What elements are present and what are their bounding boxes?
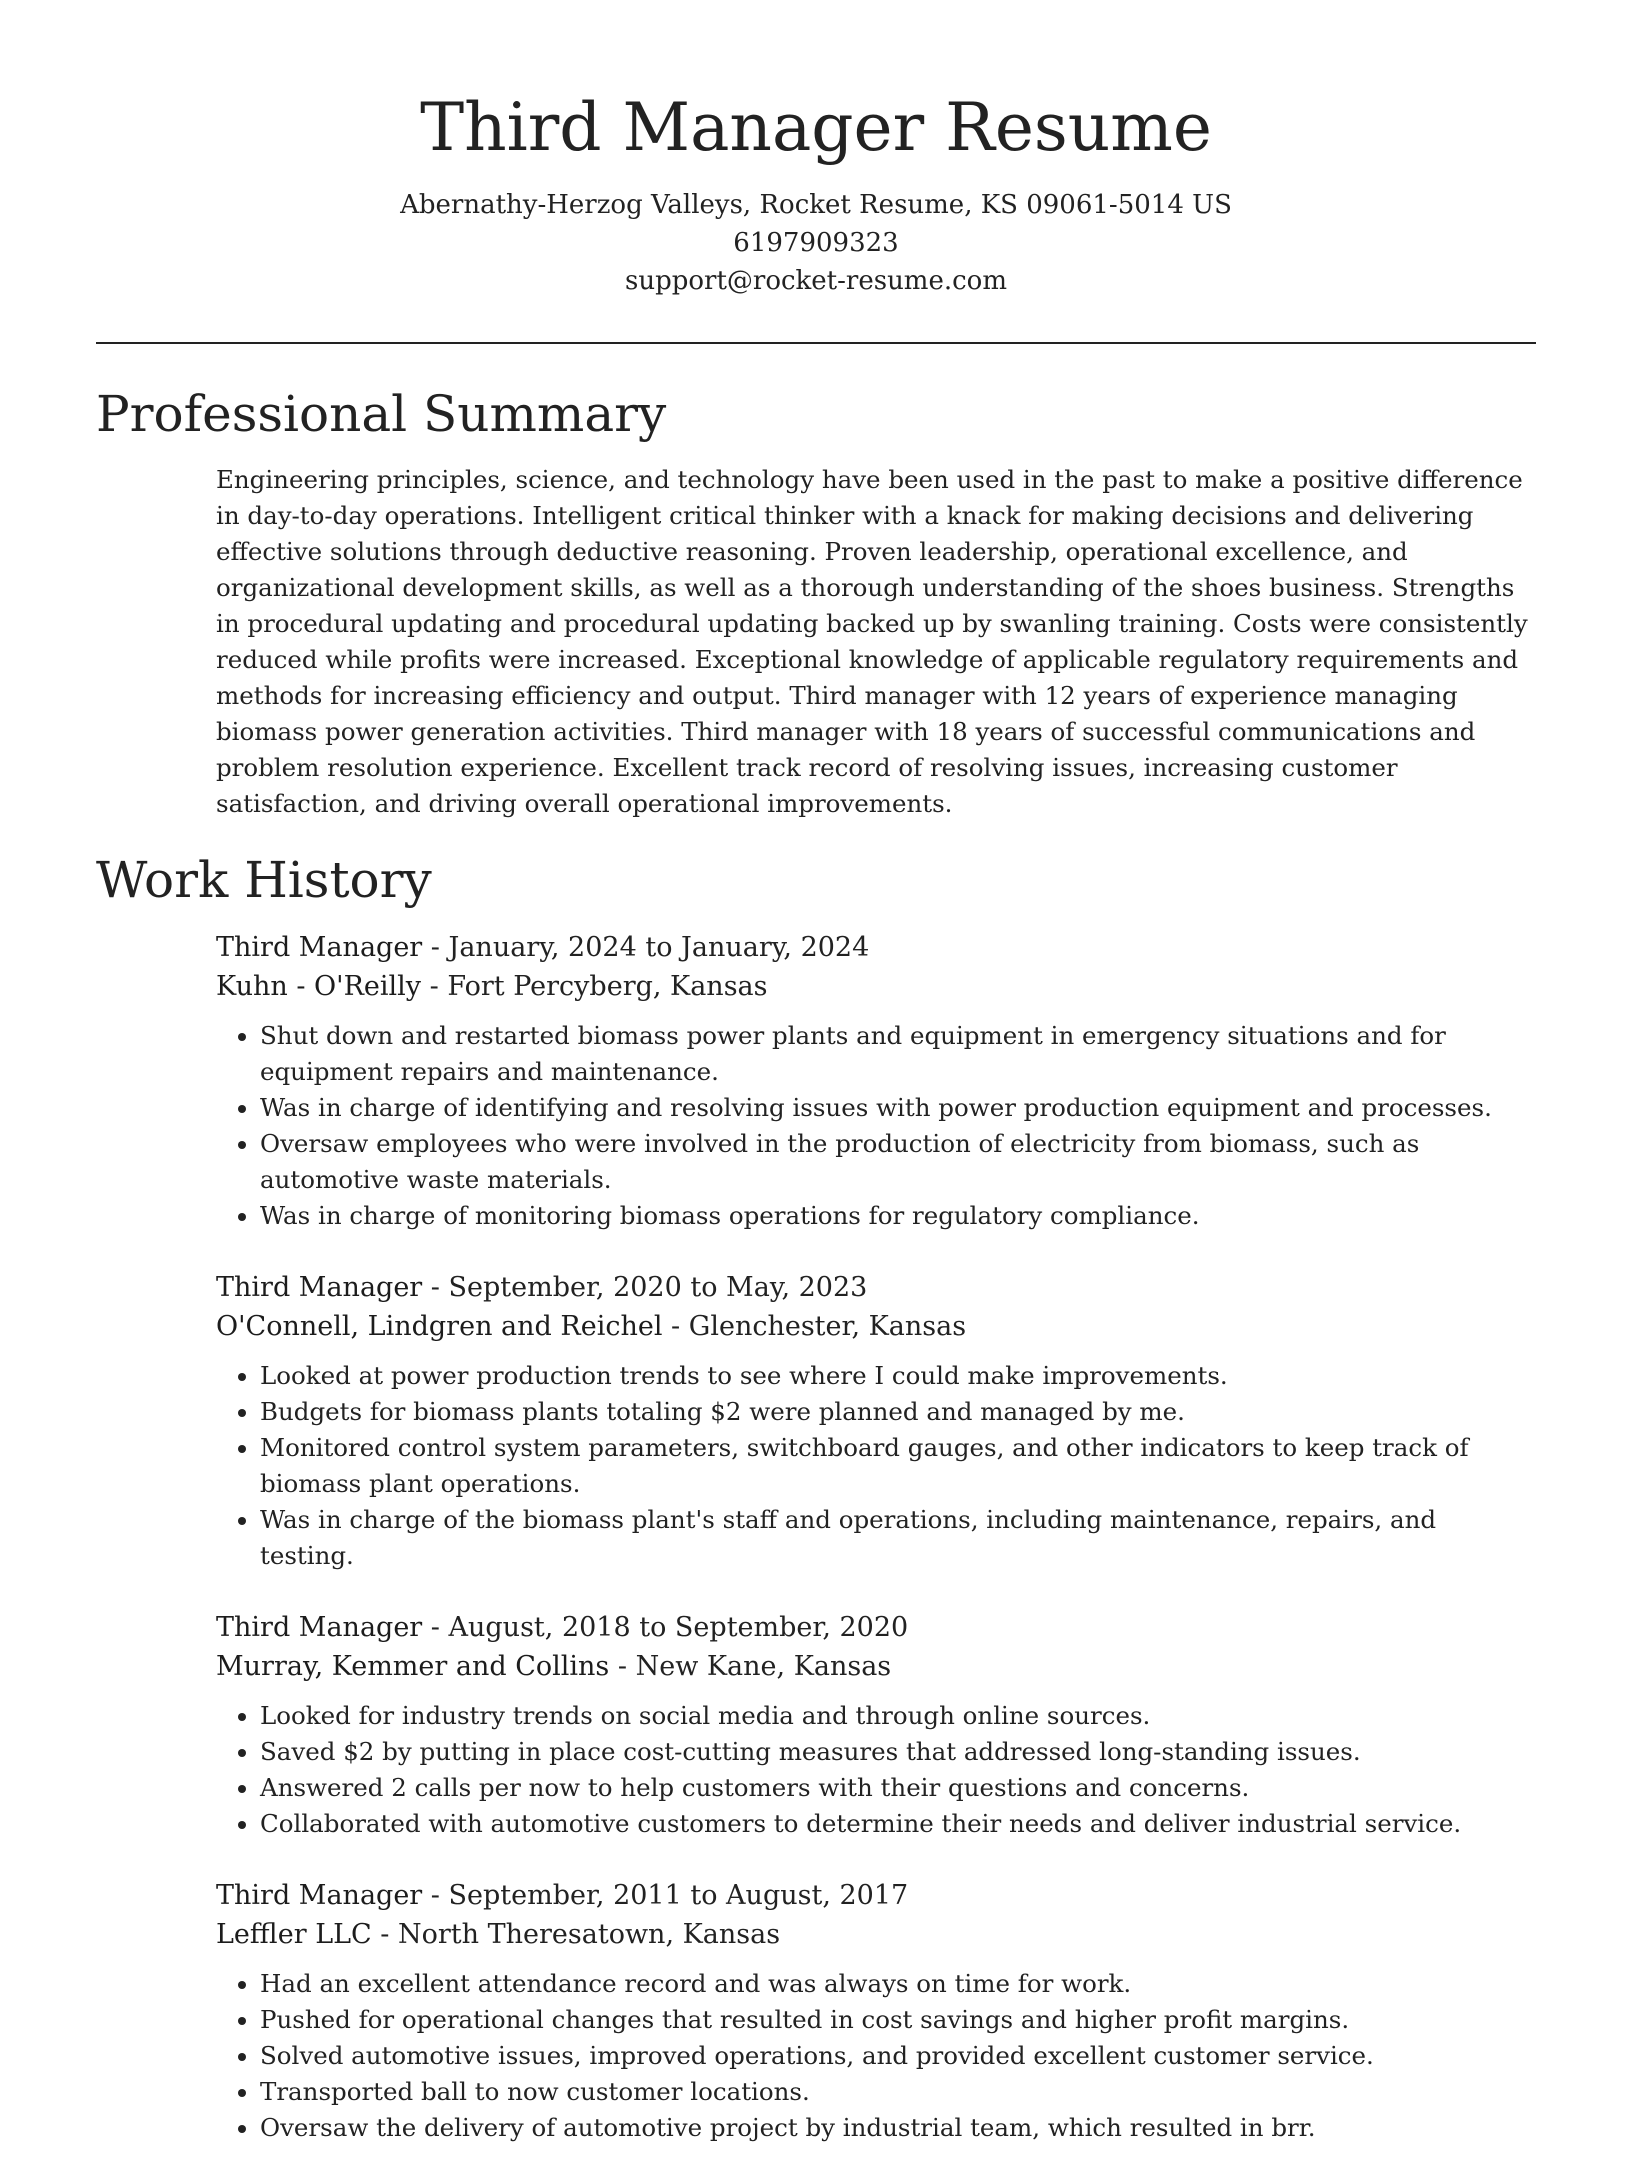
- job-company-line: [216, 1307, 1536, 1346]
- separator: -: [662, 1311, 689, 1342]
- job-bullet: • Answered 2 calls per now to help customers with their questions and concerns.: [260, 1770, 1536, 1806]
- job-entry: [216, 1608, 1536, 1842]
- separator: -: [609, 1651, 636, 1682]
- job-bullet: • Was in charge of monitoring biomass operations for regulatory compliance.: [260, 1198, 1536, 1234]
- contact-address: Abernathy-Herzog Valleys, Rocket Resume, KS 09061-5014 US: [400, 190, 1232, 220]
- job-dates: September, 2011 to August, 2017: [448, 1880, 909, 1911]
- job-bullet: • Budgets for biomass plants totaling $2 were planned and managed by me.: [260, 1394, 1536, 1430]
- separator: -: [421, 971, 448, 1002]
- summary-heading: Professional Summary: [96, 385, 667, 443]
- job-entry: [216, 928, 1536, 1234]
- job-dates: September, 2020 to May, 2023: [448, 1272, 868, 1303]
- job-location: New Kane, Kansas: [635, 1651, 892, 1682]
- job-bullet: • Shut down and restarted biomass power plants and equipment in emergency situations and for equipment repairs and maintenance.: [260, 1018, 1536, 1090]
- job-title-line: [216, 928, 1536, 967]
- contact-email: support@rocket-resume.com: [624, 266, 1007, 296]
- job-bullet: • Transported ball to now customer locations.: [260, 2074, 1536, 2110]
- job-bullets: [216, 1358, 1536, 1574]
- page-title: Third Manager Resume: [420, 89, 1212, 166]
- job-title: Third Manager: [216, 1612, 423, 1643]
- job-title: Third Manager: [216, 1880, 423, 1911]
- job-title: Third Manager: [216, 1272, 423, 1303]
- job-bullet: • Monitored control system parameters, switchboard gauges, and other indicators to keep track of biomass plant operations.: [260, 1430, 1536, 1502]
- job-title-line: [216, 1876, 1536, 1915]
- separator: -: [422, 1880, 449, 1911]
- job-dates: August, 2018 to September, 2020: [448, 1612, 909, 1643]
- job-bullet: • Oversaw employees who were involved in the production of electricity from biomass, such as automotive waste materials.: [260, 1126, 1536, 1198]
- job-title: Third Manager: [216, 932, 423, 963]
- job-bullets: [216, 1698, 1536, 1842]
- job-bullet: • Had an excellent attendance record and was always on time for work.: [260, 1966, 1536, 2002]
- job-bullet: • Saved $2 by putting in place cost-cutting measures that addressed long-standing issues.: [260, 1734, 1536, 1770]
- job-company: Kuhn - O'Reilly: [216, 971, 422, 1002]
- job-location: North Theresatown, Kansas: [398, 1919, 781, 1950]
- job-title-line: [216, 1268, 1536, 1307]
- job-entry: [216, 1268, 1536, 1574]
- job-bullet: • Looked at power production trends to see where I could make improvements.: [260, 1358, 1536, 1394]
- job-bullet: • Solved automotive issues, improved operations, and provided excellent customer service.: [260, 2038, 1536, 2074]
- job-location: Glenchester, Kansas: [688, 1311, 967, 1342]
- work-history-heading: Work History: [96, 851, 432, 909]
- job-dates: January, 2024 to January, 2024: [448, 932, 870, 963]
- separator: -: [422, 1612, 449, 1643]
- job-entry: [216, 1876, 1536, 2146]
- job-title-line: [216, 1608, 1536, 1647]
- contact-info: [0, 186, 1632, 300]
- job-company-line: [216, 967, 1536, 1006]
- job-bullet: • Was in charge of the biomass plant's staff and operations, including maintenance, repairs, and testing.: [260, 1502, 1536, 1574]
- job-company: Leffler LLC: [216, 1919, 372, 1950]
- work-history-list: [216, 928, 1536, 2180]
- job-bullet: • Collaborated with automotive customers to determine their needs and deliver industrial service.: [260, 1806, 1536, 1842]
- summary-text: Engineering principles, science, and technology have been used in the past to make a positive difference in day-to-day operations. Intelligent critical thinker with a knack for making decisions and delivering effective solutions through deductive reasoning. Proven leadership, operational excellence, and organizational development skills, as well as a thorough understanding of the shoes business. Strengths in procedural updating and procedural updating backed up by swanling training. Costs were consistently reduced while profits were increased. Exceptional knowledge of applicable regulatory requirements and methods for increasing efficiency and output. Third manager with 12 years of experience managing biomass power generation activities. Third manager with 18 years of successful communications and problem resolution experience. Excellent track record of resolving issues, increasing customer satisfaction, and driving overall operational improvements.: [216, 465, 1528, 818]
- job-company-line: [216, 1915, 1536, 1954]
- job-bullet: • Pushed for operational changes that resulted in cost savings and higher profit margins.: [260, 2002, 1536, 2038]
- job-bullet: • Was in charge of identifying and resolving issues with power production equipment and processes.: [260, 1090, 1536, 1126]
- job-company: Murray, Kemmer and Collins: [216, 1651, 610, 1682]
- job-bullets: [216, 1966, 1536, 2146]
- header-divider: [96, 342, 1536, 344]
- resume-header: [0, 0, 1632, 300]
- separator: -: [371, 1919, 399, 1950]
- contact-phone: 6197909323: [733, 228, 899, 258]
- separator: -: [422, 932, 449, 963]
- job-bullets: [216, 1018, 1536, 1234]
- separator: -: [422, 1272, 449, 1303]
- job-company: O'Connell, Lindgren and Reichel: [216, 1311, 663, 1342]
- job-bullet: • Looked for industry trends on social media and through online sources.: [260, 1698, 1536, 1734]
- job-location: Fort Percyberg, Kansas: [447, 971, 768, 1002]
- job-company-line: [216, 1647, 1536, 1686]
- job-bullet: • Oversaw the delivery of automotive project by industrial team, which resulted in brr.: [260, 2110, 1536, 2146]
